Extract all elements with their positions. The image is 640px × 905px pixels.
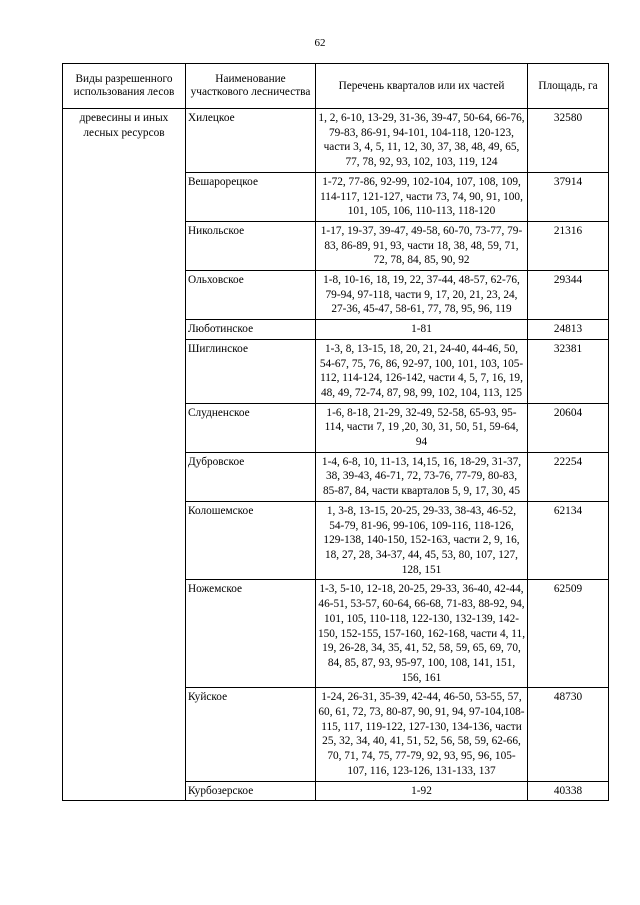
quarters-cell: 1, 2, 6-10, 13-29, 31-36, 39-47, 50-64, 66-76, 79-83, 86-91, 94-101, 104-118, 120-123, части 3, 4, 5, 11, 12, 30, 37, 38, 48, 49, 65, 77, 78, 92, 93, 102, 103, 119, 124 (316, 109, 528, 173)
header-area: Площадь, га (528, 64, 609, 109)
district-name-cell: Никольское (186, 221, 316, 270)
area-cell: 40338 (528, 781, 609, 801)
area-cell: 62509 (528, 580, 609, 688)
header-district: Наименование участкового лесничества (186, 64, 316, 109)
header-quarters: Перечень кварталов или их частей (316, 64, 528, 109)
area-cell: 22254 (528, 452, 609, 501)
page-number: 62 (314, 37, 326, 49)
district-name-cell: Люботинское (186, 320, 316, 340)
district-name-cell: Хилецкое (186, 109, 316, 173)
quarters-cell: 1-8, 10-16, 18, 19, 22, 37-44, 48-57, 62-76, 79-94, 97-118, части 9, 17, 20, 21, 23, 24, 27-36, 45-47, 58-61, 77, 78, 95, 96, 119 (316, 271, 528, 320)
table-body (63, 109, 609, 801)
quarters-cell: 1-92 (316, 781, 528, 801)
district-name-cell: Ольховское (186, 271, 316, 320)
quarters-cell: 1-6, 8-18, 21-29, 32-49, 52-58, 65-93, 95-114, части 7, 19 ,20, 30, 31, 50, 51, 59-64, 94 (316, 403, 528, 452)
quarters-cell: 1-81 (316, 320, 528, 340)
header-usage: Виды разрешенного использования лесов (63, 64, 186, 109)
district-name-cell: Куйское (186, 688, 316, 781)
area-cell: 37914 (528, 172, 609, 221)
district-name-cell: Курбозерское (186, 781, 316, 801)
usage-cell: древесины и иных лесных ресурсов (63, 109, 186, 801)
quarters-cell: 1-4, 6-8, 10, 11-13, 14,15, 16, 18-29, 31-37, 38, 39-43, 46-71, 72, 73-76, 77-79, 80-83, 85-87, 84, части кварталов 5, 9, 17, 30, 45 (316, 452, 528, 501)
quarters-cell: 1-17, 19-37, 39-47, 49-58, 60-70, 73-77, 79-83, 86-89, 91, 93, части 18, 38, 48, 59, 71, 72, 78, 84, 85, 90, 92 (316, 221, 528, 270)
district-name-cell: Колошемское (186, 501, 316, 580)
quarters-cell: 1, 3-8, 13-15, 20-25, 29-33, 38-43, 46-52, 54-79, 81-96, 99-106, 109-116, 118-126, 129-138, 140-150, 152-163, части 2, 9, 16, 18, 27, 28, 34-37, 44, 45, 53, 80, 107, 127, 128, 151 (316, 501, 528, 580)
quarters-cell: 1-72, 77-86, 92-99, 102-104, 107, 108, 109, 114-117, 121-127, части 73, 74, 90, 91, 100, 101, 105, 106, 110-113, 118-120 (316, 172, 528, 221)
area-cell: 24813 (528, 320, 609, 340)
area-cell: 29344 (528, 271, 609, 320)
district-name-cell: Вешарорецкое (186, 172, 316, 221)
area-cell: 62134 (528, 501, 609, 580)
table-row (63, 109, 609, 173)
district-name-cell: Дубровское (186, 452, 316, 501)
area-cell: 20604 (528, 403, 609, 452)
quarters-cell: 1-3, 8, 13-15, 18, 20, 21, 24-40, 44-46, 50, 54-67, 75, 76, 86, 92-97, 100, 101, 103, 105-112, 114-124, 126-142, части 4, 5, 7, 16, 19, 48, 49, 72-74, 87, 98, 99, 102, 104, 113, 125 (316, 339, 528, 403)
table-header-row (63, 64, 609, 109)
area-cell: 48730 (528, 688, 609, 781)
area-cell: 32580 (528, 109, 609, 173)
area-cell: 32381 (528, 339, 609, 403)
quarters-cell: 1-3, 5-10, 12-18, 20-25, 29-33, 36-40, 42-44, 46-51, 53-57, 60-64, 66-68, 71-83, 88-92, 94, 101, 105, 110-118, 122-130, 132-139, 142-150, 152-155, 157-160, 162-168, части 4, 11, 19, 26-28, 34, 35, 41, 52, 58, 59, 65, 69, 70, 84, 85, 87, 93, 95-97, 100, 108, 141, 151, 156, 161 (316, 580, 528, 688)
area-cell: 21316 (528, 221, 609, 270)
district-name-cell: Шиглинское (186, 339, 316, 403)
district-name-cell: Ножемское (186, 580, 316, 688)
district-name-cell: Слудненское (186, 403, 316, 452)
quarters-cell: 1-24, 26-31, 35-39, 42-44, 46-50, 53-55, 57, 60, 61, 72, 73, 80-87, 90, 91, 94, 97-104,108-115, 117, 119-122, 127-130, 134-136, части 25, 32, 34, 40, 41, 51, 52, 56, 58, 59, 62-66, 70, 71, 74, 75, 77-79, 92, 93, 95, 96, 105-107, 116, 123-126, 131-133, 137 (316, 688, 528, 781)
forest-quarters-table (62, 63, 609, 801)
